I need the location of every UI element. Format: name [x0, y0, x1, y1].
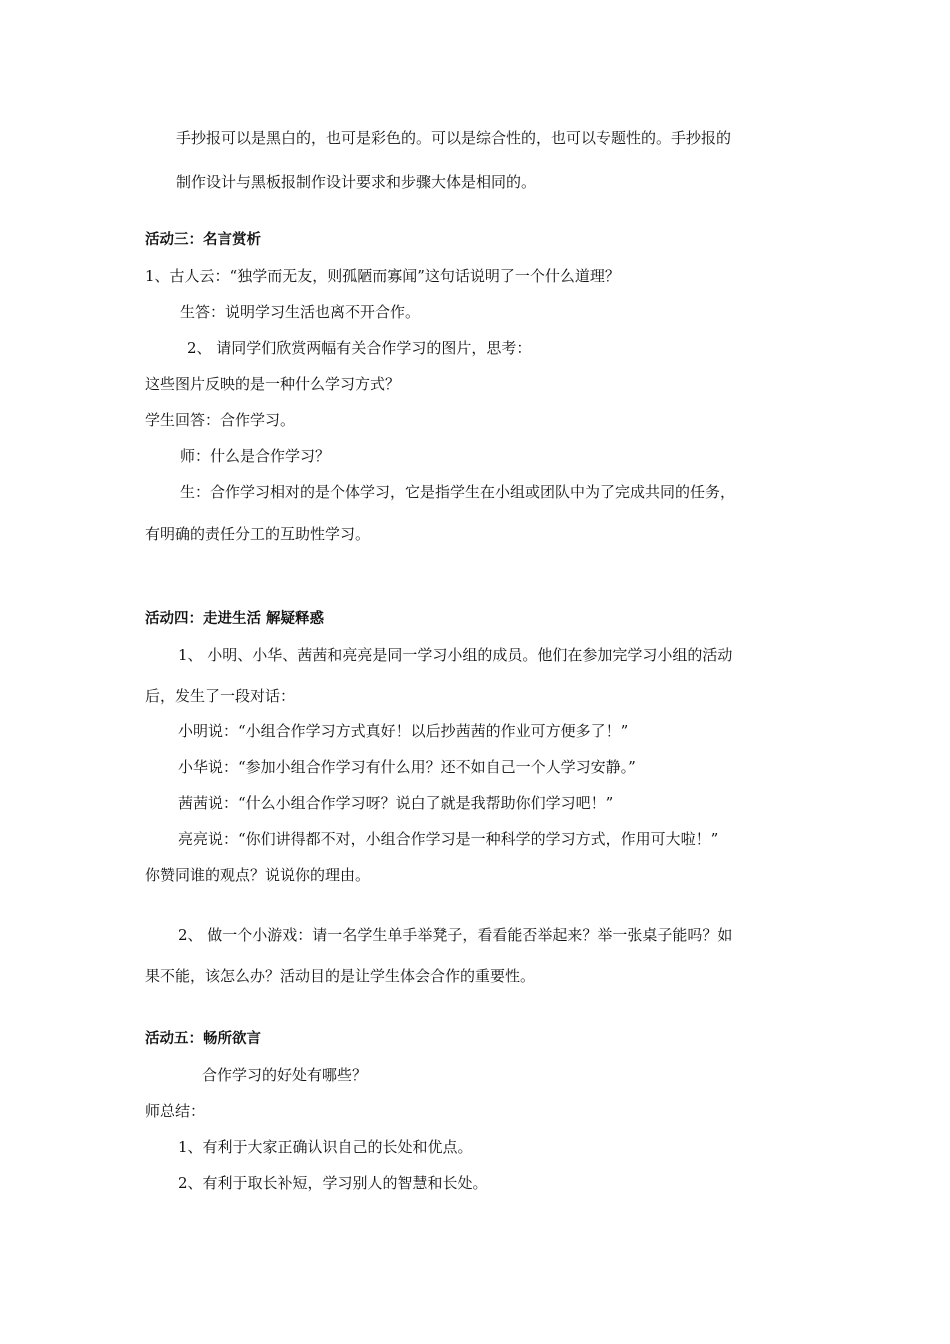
activity3-student-answer-line: 生：合作学习相对的是个体学习，它是指学生在小组或团队中为了完成共同的任务， — [180, 483, 736, 501]
activity3-answer-1: 生答：说明学习生活也离不开合作。 — [180, 303, 421, 321]
paragraph-line: 手抄报可以是黑白的，也可是彩色的。可以是综合性的，也可以专题性的。手抄报的 — [176, 129, 732, 147]
activity3-student-answer-line: 有明确的责任分工的互助性学习。 — [145, 525, 371, 543]
activity3-heading: 活动三：名言赏析 — [145, 232, 261, 248]
activity3-teacher-question: 师：什么是合作学习？ — [180, 447, 331, 465]
activity3-answer-2: 学生回答：合作学习。 — [145, 411, 296, 429]
activity5-point: 2、有利于取长补短，学习别人的智慧和长处。 — [178, 1174, 488, 1192]
dialogue-xiaohua: 小华说：“参加小组合作学习有什么用？还不如自己一个人学习安静。” — [178, 758, 636, 776]
activity5-point: 1、有利于大家正确认识自己的长处和优点。 — [178, 1138, 473, 1156]
activity4-item1-line: 1、 小明、小华、茜茜和亮亮是同一学习小组的成员。他们在参加完学习小组的活动 — [178, 646, 733, 664]
dialogue-xiaoming: 小明说：“小组合作学习方式真好！以后抄茜茜的作业可方便多了！” — [178, 722, 629, 740]
dialogue-liangliang: 亮亮说：“你们讲得都不对，小组合作学习是一种科学的学习方式，作用可大啦！” — [178, 830, 719, 848]
activity5-question: 合作学习的好处有哪些？ — [202, 1066, 368, 1084]
activity5-summary-label: 师总结： — [145, 1102, 206, 1120]
activity5-heading: 活动五：畅所欲言 — [145, 1031, 261, 1047]
activity3-question-1: 1、古人云：“独学而无友，则孤陋而寡闻”这句话说明了一个什么道理？ — [145, 267, 620, 285]
activity4-item2-line: 2、 做一个小游戏：请一名学生单手举凳子，看看能否举起来？举一张桌子能吗？如 — [178, 926, 733, 944]
activity4-item2-line: 果不能，该怎么办？活动目的是让学生体会合作的重要性。 — [145, 967, 536, 985]
activity4-item1-line: 后，发生了一段对话： — [145, 687, 296, 705]
activity3-question-2-sub: 这些图片反映的是一种什么学习方式？ — [145, 375, 401, 393]
activity4-heading: 活动四：走进生活 解疑释惑 — [145, 611, 325, 627]
dialogue-xixi: 茜茜说：“什么小组合作学习呀？说白了就是我帮助你们学习吧！” — [178, 794, 614, 812]
paragraph-line: 制作设计与黑板报制作设计要求和步骤大体是相同的。 — [176, 173, 537, 191]
activity4-question: 你赞同谁的观点？说说你的理由。 — [145, 866, 371, 884]
activity3-question-2: 2、 请同学们欣赏两幅有关合作学习的图片，思考： — [187, 339, 532, 357]
